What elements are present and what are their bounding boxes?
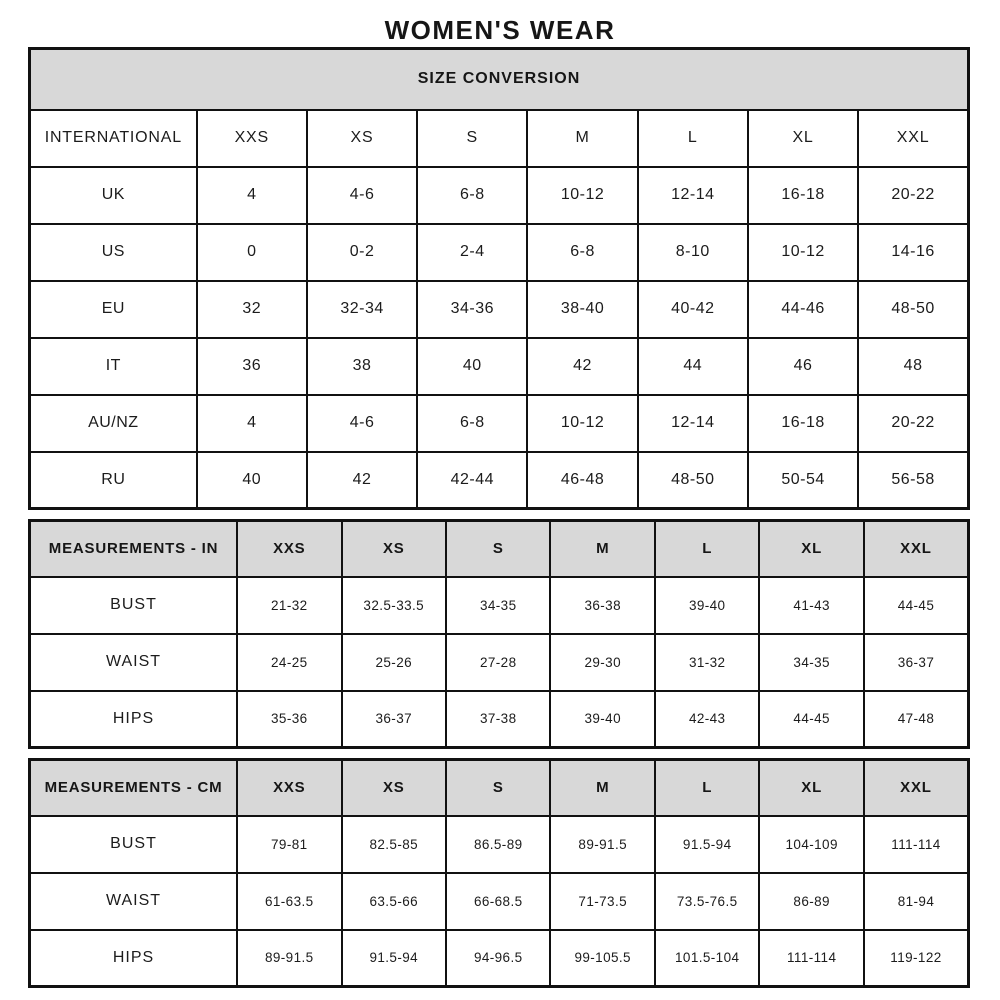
column-header: XXS	[237, 521, 341, 577]
measurement-cell: 79-81	[237, 816, 341, 873]
measurements-in-title: MEASUREMENTS - IN	[30, 521, 238, 577]
size-cell: 4-6	[307, 167, 417, 224]
measurement-cell: 34-35	[446, 577, 550, 634]
size-cell: 46-48	[527, 452, 637, 509]
column-header: M	[550, 521, 654, 577]
size-cell: 0	[197, 224, 307, 281]
column-header: L	[638, 110, 748, 167]
size-cell: 42	[307, 452, 417, 509]
size-cell: 40	[417, 338, 527, 395]
measurements-cm-title: MEASUREMENTS - CM	[30, 760, 238, 816]
size-cell: 16-18	[748, 167, 858, 224]
measurement-cell: 39-40	[550, 691, 654, 748]
row-label: WAIST	[30, 873, 238, 930]
measurements-cm-table	[28, 758, 970, 988]
size-cell: 40	[197, 452, 307, 509]
column-header: XL	[759, 760, 863, 816]
measurement-cell: 119-122	[864, 930, 969, 987]
size-cell: 42	[527, 338, 637, 395]
size-cell: 14-16	[858, 224, 968, 281]
measurement-cell: 86.5-89	[446, 816, 550, 873]
size-cell: 46	[748, 338, 858, 395]
size-cell: 44-46	[748, 281, 858, 338]
page-title: WOMEN'S WEAR	[384, 15, 616, 45]
measurement-cell: 89-91.5	[550, 816, 654, 873]
measurement-cell: 82.5-85	[342, 816, 446, 873]
measurement-cell: 37-38	[446, 691, 550, 748]
table-row	[30, 49, 969, 110]
measurement-cell: 27-28	[446, 634, 550, 691]
size-cell: 4	[197, 395, 307, 452]
size-cell: 4	[197, 167, 307, 224]
table-row	[30, 816, 969, 873]
column-header: S	[446, 521, 550, 577]
size-cell: 10-12	[527, 395, 637, 452]
column-header: XXS	[197, 110, 307, 167]
column-header: XXL	[864, 521, 969, 577]
table-row	[30, 395, 969, 452]
table-row	[30, 338, 969, 395]
column-header: M	[527, 110, 637, 167]
measurements-in-table	[28, 519, 970, 749]
measurement-cell: 73.5-76.5	[655, 873, 759, 930]
row-label: BUST	[30, 577, 238, 634]
size-cell: 38-40	[527, 281, 637, 338]
measurement-cell: 42-43	[655, 691, 759, 748]
measurement-cell: 86-89	[759, 873, 863, 930]
size-cell: 10-12	[527, 167, 637, 224]
row-label: UK	[30, 167, 197, 224]
measurement-cell: 29-30	[550, 634, 654, 691]
size-cell: 16-18	[748, 395, 858, 452]
measurement-cell: 91.5-94	[342, 930, 446, 987]
row-label: WAIST	[30, 634, 238, 691]
measurement-cell: 34-35	[759, 634, 863, 691]
measurement-cell: 44-45	[864, 577, 969, 634]
measurement-cell: 81-94	[864, 873, 969, 930]
measurement-cell: 35-36	[237, 691, 341, 748]
size-cell: 2-4	[417, 224, 527, 281]
measurement-cell: 111-114	[759, 930, 863, 987]
row-label: RU	[30, 452, 197, 509]
column-header: XXL	[864, 760, 969, 816]
size-cell: 20-22	[858, 395, 968, 452]
size-cell: 44	[638, 338, 748, 395]
size-cell: 50-54	[748, 452, 858, 509]
size-cell: 42-44	[417, 452, 527, 509]
column-header: XL	[748, 110, 858, 167]
measurement-cell: 25-26	[342, 634, 446, 691]
measurement-cell: 104-109	[759, 816, 863, 873]
table-row	[30, 577, 969, 634]
size-cell: 48-50	[638, 452, 748, 509]
measurement-cell: 31-32	[655, 634, 759, 691]
table-row	[30, 167, 969, 224]
size-conversion-table	[28, 47, 970, 510]
size-cell: 40-42	[638, 281, 748, 338]
size-cell: 32	[197, 281, 307, 338]
size-cell: 10-12	[748, 224, 858, 281]
column-header: XS	[342, 521, 446, 577]
measurement-cell: 99-105.5	[550, 930, 654, 987]
row-label: HIPS	[30, 691, 238, 748]
size-cell: 6-8	[417, 167, 527, 224]
column-header: XL	[759, 521, 863, 577]
measurement-cell: 24-25	[237, 634, 341, 691]
column-header: L	[655, 760, 759, 816]
measurement-cell: 47-48	[864, 691, 969, 748]
column-header: XXL	[858, 110, 968, 167]
size-cell: 8-10	[638, 224, 748, 281]
size-cell: 34-36	[417, 281, 527, 338]
measurement-cell: 71-73.5	[550, 873, 654, 930]
measurement-cell: 32.5-33.5	[342, 577, 446, 634]
row-label: EU	[30, 281, 197, 338]
column-header: XXS	[237, 760, 341, 816]
size-cell: 48	[858, 338, 968, 395]
column-header: S	[446, 760, 550, 816]
table-row	[30, 281, 969, 338]
row-label: IT	[30, 338, 197, 395]
measurement-cell: 21-32	[237, 577, 341, 634]
measurement-cell: 63.5-66	[342, 873, 446, 930]
row-label: US	[30, 224, 197, 281]
size-cell: 6-8	[417, 395, 527, 452]
measurement-cell: 94-96.5	[446, 930, 550, 987]
table-row	[30, 110, 969, 167]
table-row	[30, 691, 969, 748]
measurement-cell: 66-68.5	[446, 873, 550, 930]
measurement-cell: 36-38	[550, 577, 654, 634]
size-cell: 32-34	[307, 281, 417, 338]
size-cell: 36	[197, 338, 307, 395]
measurement-cell: 89-91.5	[237, 930, 341, 987]
table-row	[30, 634, 969, 691]
measurement-cell: 111-114	[864, 816, 969, 873]
measurement-cell: 101.5-104	[655, 930, 759, 987]
size-cell: 0-2	[307, 224, 417, 281]
table-row	[30, 760, 969, 816]
size-cell: 56-58	[858, 452, 968, 509]
measurement-cell: 44-45	[759, 691, 863, 748]
column-header: XS	[307, 110, 417, 167]
measurement-cell: 41-43	[759, 577, 863, 634]
size-cell: 48-50	[858, 281, 968, 338]
size-cell: 4-6	[307, 395, 417, 452]
measurement-cell: 36-37	[864, 634, 969, 691]
size-conversion-title: SIZE CONVERSION	[30, 49, 969, 110]
column-header: INTERNATIONAL	[30, 110, 197, 167]
row-label: HIPS	[30, 930, 238, 987]
table-row	[30, 873, 969, 930]
table-row	[30, 521, 969, 577]
column-header: M	[550, 760, 654, 816]
measurement-cell: 91.5-94	[655, 816, 759, 873]
size-cell: 38	[307, 338, 417, 395]
row-label: AU/NZ	[30, 395, 197, 452]
row-label: BUST	[30, 816, 238, 873]
measurement-cell: 61-63.5	[237, 873, 341, 930]
size-cell: 12-14	[638, 167, 748, 224]
measurement-cell: 39-40	[655, 577, 759, 634]
column-header: S	[417, 110, 527, 167]
column-header: L	[655, 521, 759, 577]
table-row	[30, 224, 969, 281]
size-cell: 12-14	[638, 395, 748, 452]
size-cell: 6-8	[527, 224, 637, 281]
table-row	[30, 930, 969, 987]
column-header: XS	[342, 760, 446, 816]
size-cell: 20-22	[858, 167, 968, 224]
table-row	[30, 452, 969, 509]
measurement-cell: 36-37	[342, 691, 446, 748]
